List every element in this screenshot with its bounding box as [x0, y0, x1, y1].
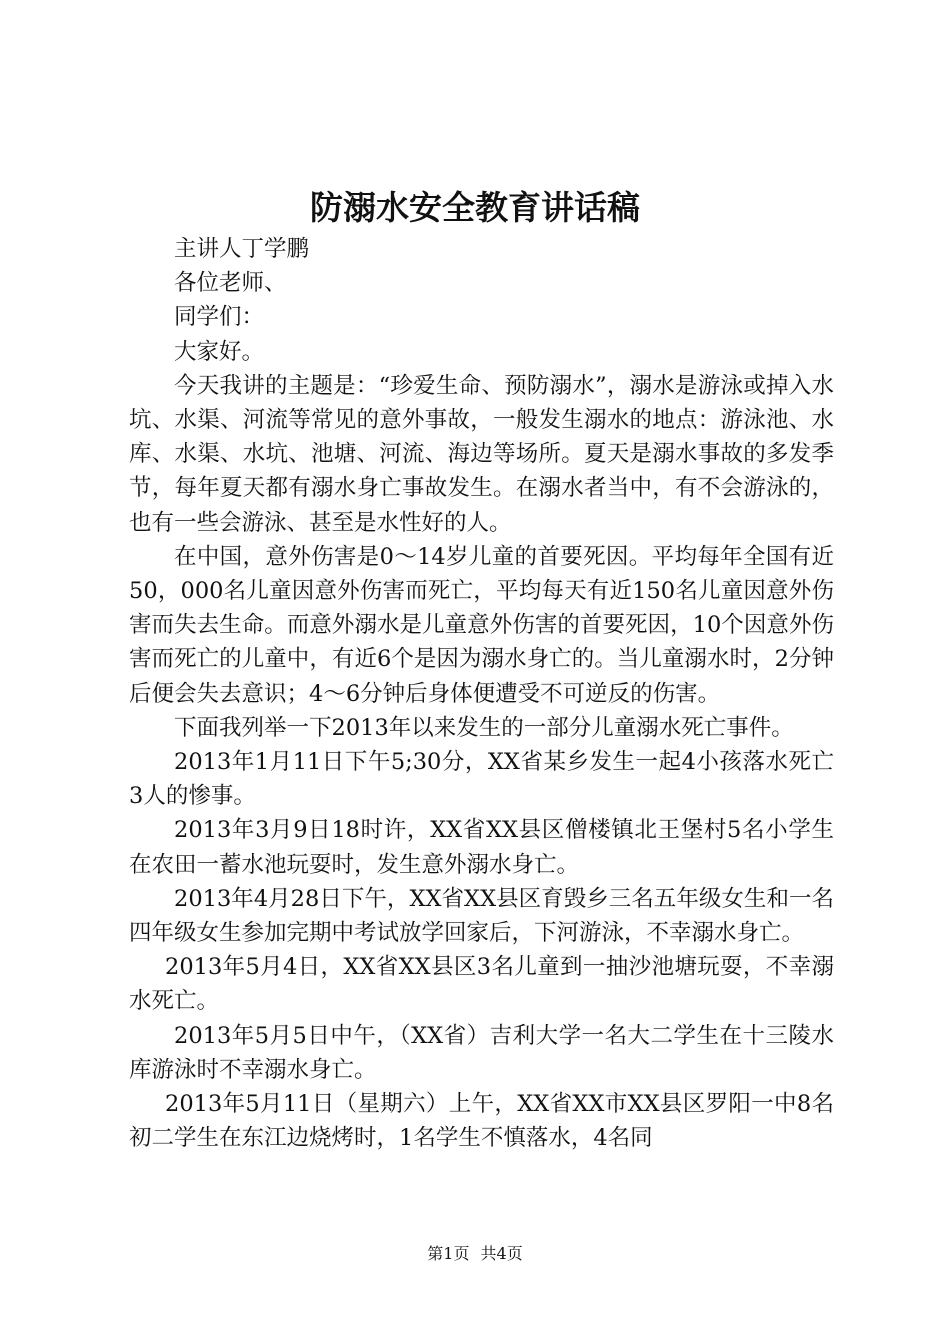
document-body	[129, 232, 834, 1155]
document-title: 防溺水安全教育讲话稿	[310, 188, 640, 227]
incident-item: 2013年1月11日下午5;30分，XX省某乡发生一起4小孩落水死亡3人的惨事。	[129, 749, 834, 810]
salutation-students: 同学们：	[174, 304, 265, 331]
page-number-current: 第1页	[427, 1244, 470, 1263]
incident-item: 2013年4月28日下午，XX省XX县区育毁乡三名五年级女生和一名四年级女生参加完期中考试放学回家后，下河游泳，不幸溺水身亡。	[129, 885, 834, 947]
salutation-teachers: 各位老师、	[174, 270, 287, 297]
incident-item: 2013年5月11日（星期六）上午，XX省XX市XX县区罗阳一中8名初二学生在东江边烧烤时，1名学生不慎落水，4名同	[129, 1091, 834, 1152]
paragraph-statistics: 在中国，意外伤害是0～14岁儿童的首要死因。平均每年全国有近50，000名儿童因意外伤害而死亡，平均每天有近150名儿童因意外伤害而失去生命。而意外溺水是儿童意外伤害的首要死因，10个因意外伤害而死亡的儿童中，有近6个是因为溺水身亡的。当儿童溺水时，2分钟后便会失去意识；4～6分钟后身体便遭受不可逆反的伤害。	[129, 543, 834, 707]
paragraph-theme: 今天我讲的主题是：“珍爱生命、预防溺水”，溺水是游泳或掉入水坑、水渠、河流等常见的意外事故，一般发生溺水的地点：游泳池、水库、水渠、水坑、池塘、河流、海边等场所。夏天是溺水事故的多发季节，每年夏天都有溺水身亡事故发生。在溺水者当中，有不会游泳的，也有一些会游泳、甚至是水性好的人。	[129, 372, 834, 536]
incident-item: 2013年5月4日，XX省XX县区3名儿童到一抽沙池塘玩耍，不幸溺水死亡。	[129, 954, 834, 1015]
incident-item: 2013年5月5日中午，（XX省）吉利大学一名大二学生在十三陵水库游泳时不幸溺水身亡。	[129, 1022, 834, 1083]
page-footer	[0, 1242, 950, 1266]
speaker-line: 主讲人丁学鹏	[174, 236, 310, 262]
page-number-total: 共4页	[480, 1244, 523, 1263]
paragraph-incidents-intro: 下面我列举一下2013年以来发生的一部分儿童溺水死亡事件。	[174, 714, 794, 741]
greeting: 大家好。	[174, 338, 265, 365]
incident-item: 2013年3月9日18时许，XX省XX县区僧楼镇北王堡村5名小学生在农田一蓄水池玩耍时，发生意外溺水身亡。	[129, 817, 834, 878]
